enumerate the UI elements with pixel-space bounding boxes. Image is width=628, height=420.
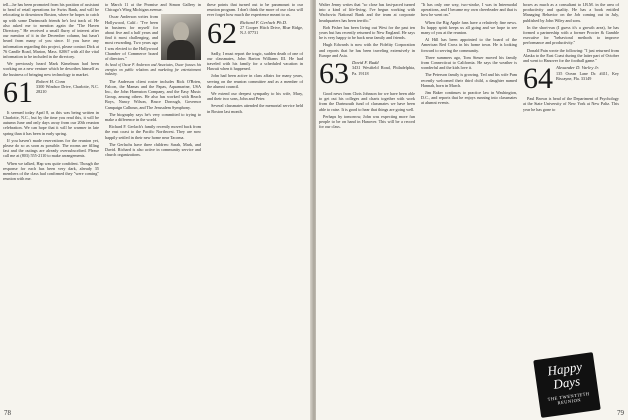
- text-paragraph: The Gerlachs have three children: Sarah, Mark, and David. Richard is also active in community service and church organizations.: [105, 141, 201, 158]
- text-paragraph: The Peterson family is growing. Ted and his wife Pam recently welcomed their third child, a daughter named Hannah, born in March.: [421, 72, 517, 88]
- text-paragraph: In the short-run (I guess it's a growth area), he has formed a partnership with a former Procter & Gamble executive for "behavioral methods to improve performance and productivity.": [523, 24, 619, 46]
- class-entry-header: [3, 79, 99, 107]
- left-column-1: [3, 2, 99, 402]
- badge-line-2: Days: [552, 373, 581, 392]
- text-paragraph: When we talked, Hap was quite confident. Though the response for each has been very dark, already 35 members of the class had confirmed they "were coming" reunion with me.: [3, 160, 99, 182]
- class-secretary-address: 135 Ocean Lane Dr. #411, Key Biscayne, Fla. 33149: [556, 70, 619, 81]
- left-column-3: [207, 2, 303, 402]
- text-paragraph: John had been active in class affairs for many years, serving on the reunion committee and as a member of the alumni council.: [207, 73, 303, 89]
- left-column-2: [105, 2, 201, 402]
- text-paragraph: "It has only one way, two-stroke, I was in Intermodal operations, and I became my own cheerleader and that is how he went on.": [421, 2, 517, 18]
- right-column-2: [421, 2, 517, 402]
- left-page: [0, 0, 312, 420]
- text-paragraph: tell—he has been promoted from his position of assistant to head of retail operations for Swiss Bank, and will be relocating to downtown Boston, where he hopes to catch up with some Dartmouth friends he's lost track of. He also asked me to mention again the "The Haven Directory." He received a small flurry of interest after our mention of it in the December column, but hasn't heard from many of you since. If you have any information regarding this project, please contact Dick at 76 Candle Road, Marion, Mass. 02067 with all the vital information to be included in the directory.: [3, 2, 99, 60]
- text-paragraph: boxes as much as a consultant to I.B.M. in the area of productivity and quality. He has a book entitled Managing Behavior on the Job coming out in July, published by John Wiley and sons.: [523, 2, 619, 23]
- class-secretary-name: Richard F. Gerlach Ph.D.: [240, 19, 288, 25]
- text-paragraph: Al Hill has been appointed to the board of the American Red Cross in his home town. He is looking forward to serving the community.: [421, 37, 517, 53]
- page-number: 79: [617, 409, 624, 417]
- text-paragraph: When the Big Apple fans have a relatively fine news. Its happy spirit keeps us all going and we hope to see many of you at the reunion.: [421, 19, 517, 36]
- right-column-3: [523, 2, 619, 402]
- text-paragraph: Bob Fisher has been living out West for the past ten years but has recently returned to New England. He says he is very happy to be back near family and friends.: [319, 24, 415, 41]
- class-number: 62: [207, 19, 237, 48]
- class-entry-header: [319, 60, 415, 88]
- class-entry-header: [207, 20, 303, 48]
- text-paragraph: Perhaps by tomorrow, John was expecting more fun people to be on hand in Hanover. This will be a record for our class.: [319, 113, 415, 130]
- class-secretary-name: Robert H. Conn: [36, 78, 66, 84]
- badge-line-1: Happy: [546, 358, 583, 379]
- text-paragraph: Paul Brown is head of the Department of Psychology at the State University of New York at New Paltz. This year he has gone to: [523, 96, 619, 112]
- text-paragraph: Jim Baker continues to practice law in Washington, D.C., and reports that he enjoys running into classmates at alumni events.: [421, 90, 517, 106]
- text-paragraph: The Anderson client roster includes Rick O'Brien, Falcon, the Mamas and the Papas, Aquamarine, USA Inc., the John Harmston Company, and the Easy Music Group, among others. He also has worked with Beach Boys, Nancy Wilson, Bruce Dorough, Governor Campaign Calhoun, and The Jerusalem Symphony.: [105, 78, 201, 110]
- text-paragraph: Three summers ago, Tom Steuer moved his family from Connecticut to California. He says the weather is wonderful and the kids love it.: [421, 54, 517, 71]
- right-page: [316, 0, 628, 420]
- text-paragraph: Sadly, I must report the tragic, sudden death of one of our classmates, John Barton Williams III. He had traveled with his family for a scheduled vacation in Hawaii when it happened.: [207, 50, 303, 72]
- text-paragraph: to March 11 at the Promise and Simon Gallery in Chicago's Wing Michigan avenue.: [105, 2, 201, 13]
- text-paragraph: Donald Pain wrote the following: "I just returned from Alaska to the East Coast during the latter part of October and went to Hanover for the football game.": [523, 47, 619, 64]
- portrait-body: [167, 40, 195, 60]
- page-number: 78: [4, 409, 11, 417]
- class-number: 61: [3, 78, 33, 107]
- photo-caption: As head of Oscar P. Anderson and Associates, Oscar focuses his energies on public relations and marketing for entertainment industry.: [105, 63, 201, 77]
- portrait-photo: [161, 14, 201, 60]
- text-paragraph: We extend our deepest sympathy to his wife, Mary, and their two sons, John and Peter.: [207, 91, 303, 102]
- text-paragraph: Richard F. Gerlach's family recently moved back from the east coast to the Pacific Northwest. They are now happily settled in their new home near Tacoma.: [105, 124, 201, 140]
- class-secretary-address: 27 Cooper Hitch Drive, Blue Ridge, N.J. 07731: [240, 25, 303, 36]
- class-secretary-name: David F. Budd: [352, 60, 379, 66]
- happy-days-badge: [533, 352, 600, 418]
- text-paragraph: Oscar Anderson writes from Hollywood, Calif.: "I've been in business for myself for about five and a half years and find it most challenging, and most rewarding. Two years ago I was elected to the Hollywood Chamber of Commerce board of directors.": [105, 14, 158, 62]
- text-paragraph: If you haven't made reservations for the reunion yet, please do so as soon as possible. The rooms are filling fast and the outings are already oversubscribed. Please call me at (803) 555-2110 to make arrangements.: [3, 137, 99, 159]
- text-paragraph: these points that turned out to be paramount to our reunion program. I don't think the more of our class will ever forget how much the experience meant to us.: [207, 2, 303, 18]
- class-secretary-address: 3300 Windsor Drive, Charlotte, N.C. 28210: [36, 84, 99, 95]
- text-paragraph: We previously heard Mark Kimelman had been working on a new venture which he describes himself as the business of bringing new technology to market.: [3, 61, 99, 77]
- text-paragraph: Several classmates attended the memorial service held in Boston last month.: [207, 103, 303, 114]
- class-secretary-address: 3431 Westfield Road, Philadelphia, Pa. 19118: [352, 65, 415, 76]
- right-column-1: [319, 2, 415, 402]
- text-paragraph: The biography says he's very committed to trying to make a difference in the world.: [105, 111, 201, 123]
- text-paragraph: It seemed today April 8, as this was being written in Charlotte, N.C., but by the time you read this, it will be autumn June and only days away from our 20th reunion celebration. We can hope that it will be warmer in late spring than it has been in early spring.: [3, 109, 99, 136]
- text-paragraph: Walter Jenny writes that "so close has fast-paced turned into a kind of life-living. I've begun working with Wachovia National Bank and the team at corporate headquarters has been terrific.": [319, 2, 415, 23]
- class-secretary-name: Alexander D. Varley Jr.: [556, 65, 599, 71]
- text-paragraph: Good news from Chris Johnson for we have been able to get out his colleges and charts together with work from the Dartmouth fund of classmates we have been able to raise. It is good to hear that things are going well.: [319, 91, 415, 112]
- class-entry-header: [523, 65, 619, 93]
- portrait-face: [173, 22, 189, 42]
- text-paragraph: Hugh Edwards is now with the Fidelity Corporation and reports that he has been traveling extensively in Europe and Asia.: [319, 42, 415, 58]
- class-number: 63: [319, 60, 349, 89]
- class-number: 64: [523, 65, 553, 94]
- badge-line-3: THE TWENTIETH REUNION: [547, 390, 590, 406]
